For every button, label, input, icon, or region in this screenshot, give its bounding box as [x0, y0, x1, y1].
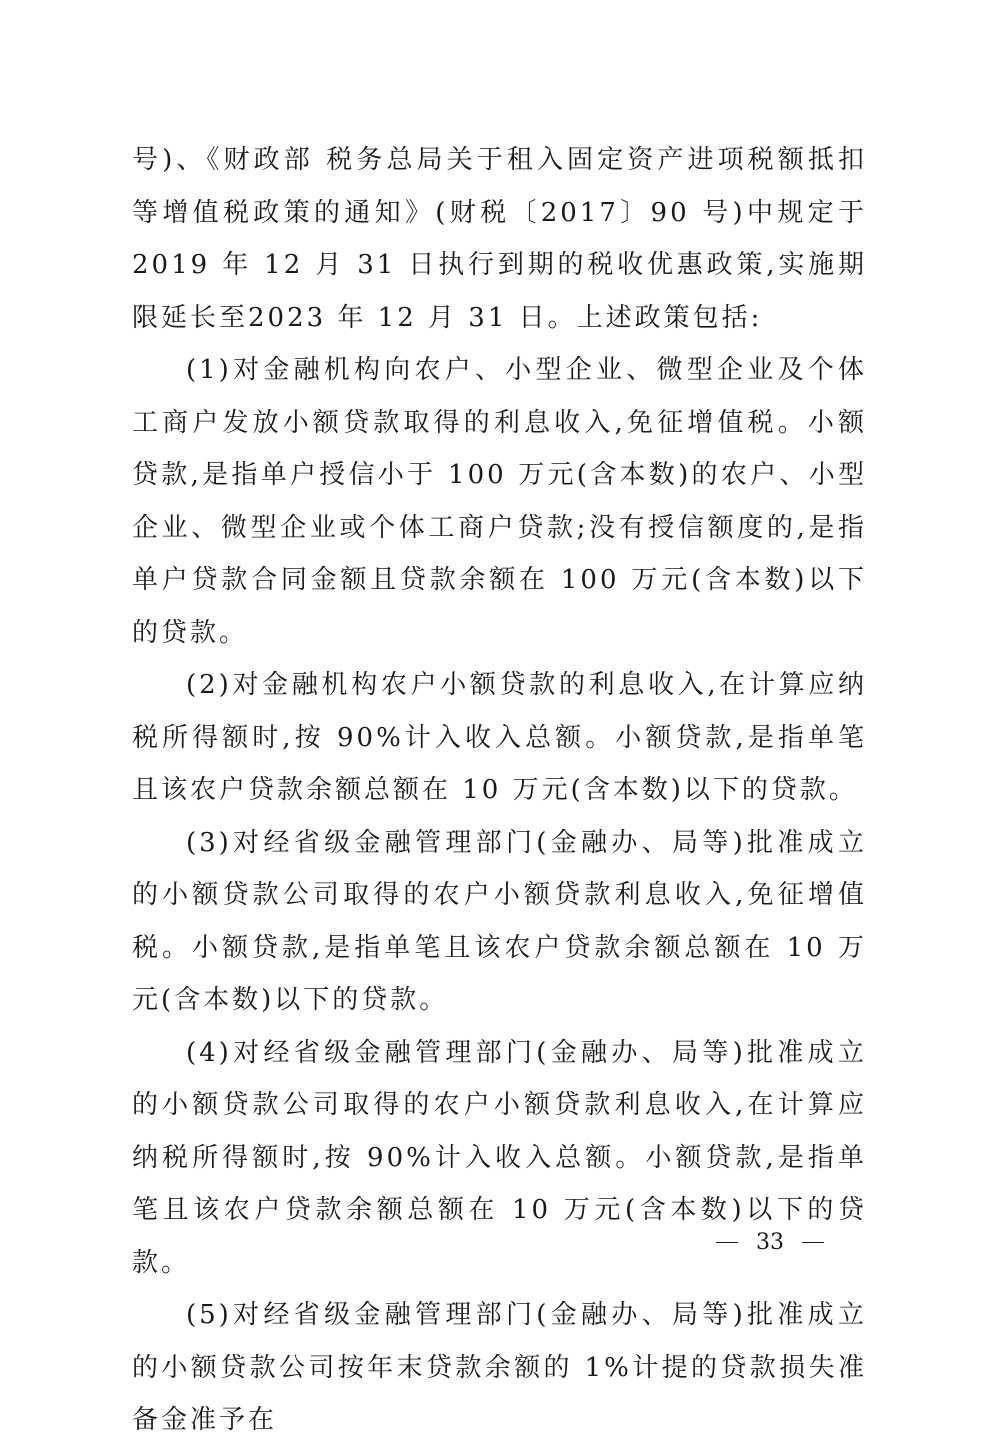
paragraph-intro: 号)、《财政部 税务总局关于租入固定资产进项税额抵扣等增值税政策的通知》(财税〔2017〕90 号)中规定于 2019 年 12 月 31 日执行到期的税收优惠政策,实施期限延长至2023 年 12 月 31 日。上述政策包括: [132, 145, 867, 333]
paragraph-item-1: (1)对金融机构向农户、小型企业、微型企业及个体工商户发放小额贷款取得的利息收入,免征增值税。小额贷款,是指单户授信小于 100 万元(含本数)的农户、小型企业、微型企业或个体工商户贷款;没有授信额度的,是指单户贷款合同金额且贷款余额在 100 万元(含本数)以下的贷款。 [132, 355, 867, 648]
right-dash [802, 1242, 824, 1243]
page-number-group [716, 1230, 824, 1255]
page-footer [0, 1230, 992, 1255]
paragraph-item-4: (4)对经省级金融管理部门(金融办、局等)批准成立的小额贷款公司取得的农户小额贷款利息收入,在计算应纳税所得额时,按 90%计入收入总额。小额贷款,是指单笔且该农户贷款余额总额在 10 万元(含本数)以下的贷款。 [132, 1037, 867, 1278]
paragraph-item-3: (3)对经省级金融管理部门(金融办、局等)批准成立的小额贷款公司取得的农户小额贷款利息收入,免征增值税。小额贷款,是指单笔且该农户贷款余额总额在 10 万元(含本数)以下的贷款。 [132, 827, 867, 1015]
paragraph-item-5: (5)对经省级金融管理部门(金融办、局等)批准成立的小额贷款公司按年末贷款余额的 1%计提的贷款损失准备金准予在 [132, 1300, 867, 1435]
paragraph-item-2: (2)对金融机构农户小额贷款的利息收入,在计算应纳税所得额时,按 90%计入收入总额。小额贷款,是指单笔且该农户贷款余额总额在 10 万元(含本数)以下的贷款。 [132, 670, 867, 805]
page-number: 33 [756, 1230, 784, 1255]
left-dash [716, 1242, 738, 1243]
